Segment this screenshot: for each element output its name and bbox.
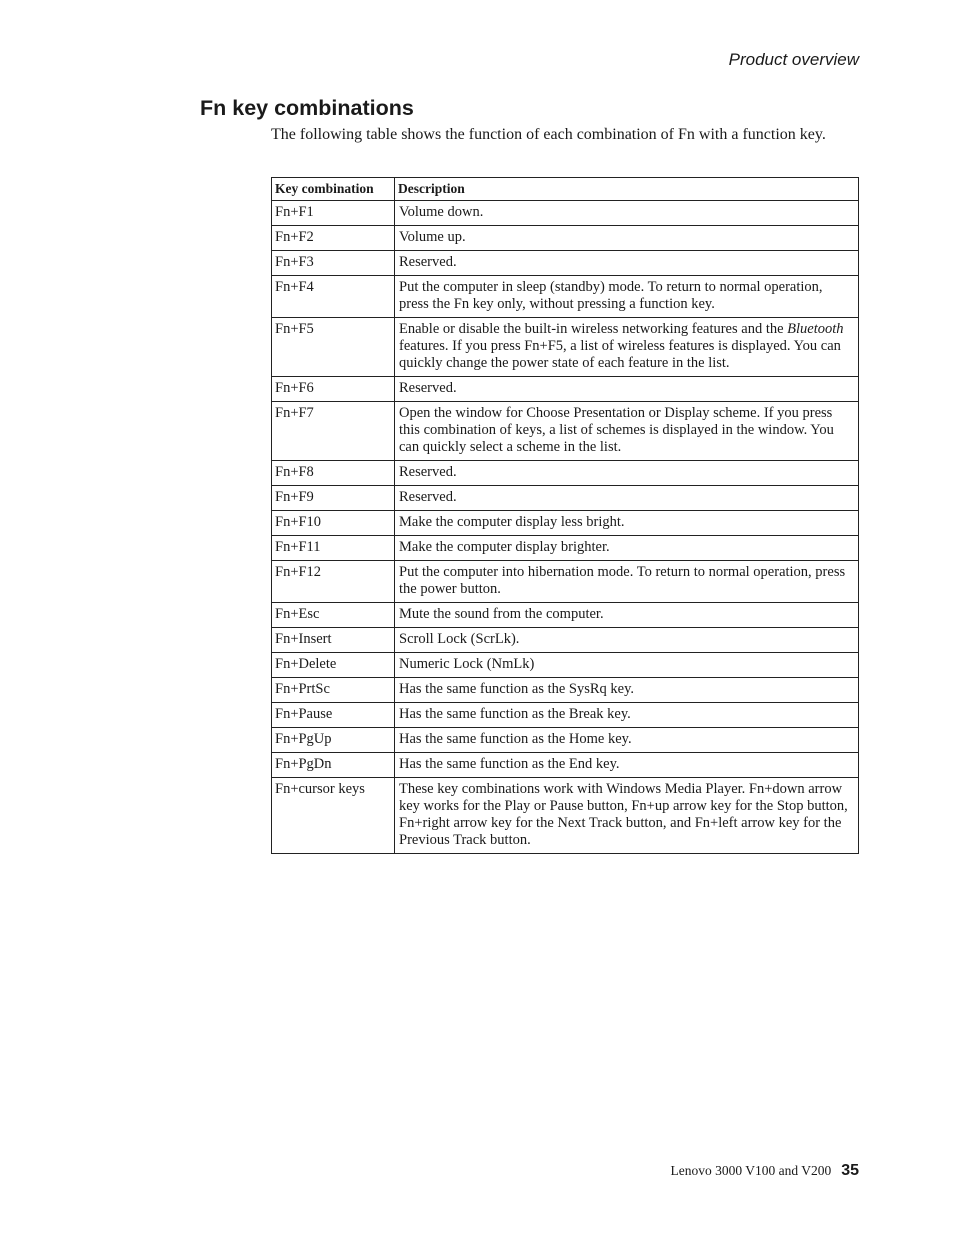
description-text: Enable or disable the built-in wireless networking features and the xyxy=(399,321,788,337)
table-row xyxy=(272,402,859,461)
table-row xyxy=(272,461,859,486)
table-row xyxy=(272,653,859,678)
description-cell: Mute the sound from the computer. xyxy=(395,603,859,628)
key-cell: Fn+F11 xyxy=(272,536,395,561)
key-cell: Fn+F7 xyxy=(272,402,395,461)
description-cell: Make the computer display less bright. xyxy=(395,511,859,536)
table-row xyxy=(272,318,859,377)
key-cell: Fn+F4 xyxy=(272,276,395,318)
description-cell: Open the window for Choose Presentation or Display scheme. If you press this combination of keys, a list of schemes is displayed in the window. You can quickly select a scheme in the list. xyxy=(395,402,859,461)
description-cell: Reserved. xyxy=(395,461,859,486)
key-cell: Fn+F2 xyxy=(272,226,395,251)
key-cell: Fn+PgDn xyxy=(272,753,395,778)
key-cell: Fn+Delete xyxy=(272,653,395,678)
table-row xyxy=(272,377,859,402)
description-cell: Reserved. xyxy=(395,251,859,276)
description-cell: Has the same function as the Home key. xyxy=(395,728,859,753)
description-cell: Numeric Lock (NmLk) xyxy=(395,653,859,678)
description-cell: These key combinations work with Windows Media Player. Fn+down arrow key works for the Play or Pause button, Fn+up arrow key for the Stop button, Fn+right arrow key for the Next Track button, and Fn+left arrow key for the Previous Track button. xyxy=(395,778,859,854)
bluetooth-term: Bluetooth xyxy=(787,321,844,337)
description-cell: Volume up. xyxy=(395,226,859,251)
description-cell: Has the same function as the Break key. xyxy=(395,703,859,728)
table-row xyxy=(272,201,859,226)
fn-key-table xyxy=(271,177,859,854)
description-cell: Has the same function as the End key. xyxy=(395,753,859,778)
table-row xyxy=(272,678,859,703)
description-cell: Reserved. xyxy=(395,377,859,402)
table-row xyxy=(272,628,859,653)
table-row xyxy=(272,276,859,318)
table-row xyxy=(272,226,859,251)
table-row xyxy=(272,511,859,536)
description-cell: Put the computer into hibernation mode. To return to normal operation, press the power button. xyxy=(395,561,859,603)
table-row xyxy=(272,251,859,276)
description-cell: Reserved. xyxy=(395,486,859,511)
table-header-row xyxy=(272,178,859,201)
key-cell: Fn+Insert xyxy=(272,628,395,653)
key-cell: Fn+F10 xyxy=(272,511,395,536)
description-cell: Put the computer in sleep (standby) mode. To return to normal operation, press the Fn key only, without pressing a function key. xyxy=(395,276,859,318)
table-row xyxy=(272,561,859,603)
page-footer xyxy=(670,1162,859,1180)
description-cell xyxy=(395,318,859,377)
table-row xyxy=(272,778,859,854)
key-cell: Fn+F5 xyxy=(272,318,395,377)
table-row xyxy=(272,703,859,728)
intro-paragraph: The following table shows the function of each combination of Fn with a function key. xyxy=(271,126,826,143)
page-title: Fn key combinations xyxy=(200,96,414,120)
description-cell: Volume down. xyxy=(395,201,859,226)
key-cell: Fn+PgUp xyxy=(272,728,395,753)
key-cell: Fn+Esc xyxy=(272,603,395,628)
key-cell: Fn+F3 xyxy=(272,251,395,276)
column-header-description: Description xyxy=(395,178,859,201)
key-cell: Fn+cursor keys xyxy=(272,778,395,854)
key-cell: Fn+F9 xyxy=(272,486,395,511)
table-row xyxy=(272,603,859,628)
description-text: features. If you press Fn+F5, a list of wireless features is displayed. You can quickly change the power state of each feature in the list. xyxy=(399,338,841,371)
description-cell: Scroll Lock (ScrLk). xyxy=(395,628,859,653)
key-cell: Fn+F6 xyxy=(272,377,395,402)
table-row xyxy=(272,536,859,561)
page-number: 35 xyxy=(841,1162,859,1179)
table-row xyxy=(272,753,859,778)
description-cell: Make the computer display brighter. xyxy=(395,536,859,561)
table-row xyxy=(272,728,859,753)
key-cell: Fn+Pause xyxy=(272,703,395,728)
book-title: Lenovo 3000 V100 and V200 xyxy=(670,1163,832,1178)
description-cell: Has the same function as the SysRq key. xyxy=(395,678,859,703)
table-row xyxy=(272,486,859,511)
running-head: Product overview xyxy=(728,50,859,69)
key-cell: Fn+F1 xyxy=(272,201,395,226)
key-cell: Fn+PrtSc xyxy=(272,678,395,703)
key-cell: Fn+F12 xyxy=(272,561,395,603)
column-header-key: Key combination xyxy=(272,178,395,201)
key-cell: Fn+F8 xyxy=(272,461,395,486)
